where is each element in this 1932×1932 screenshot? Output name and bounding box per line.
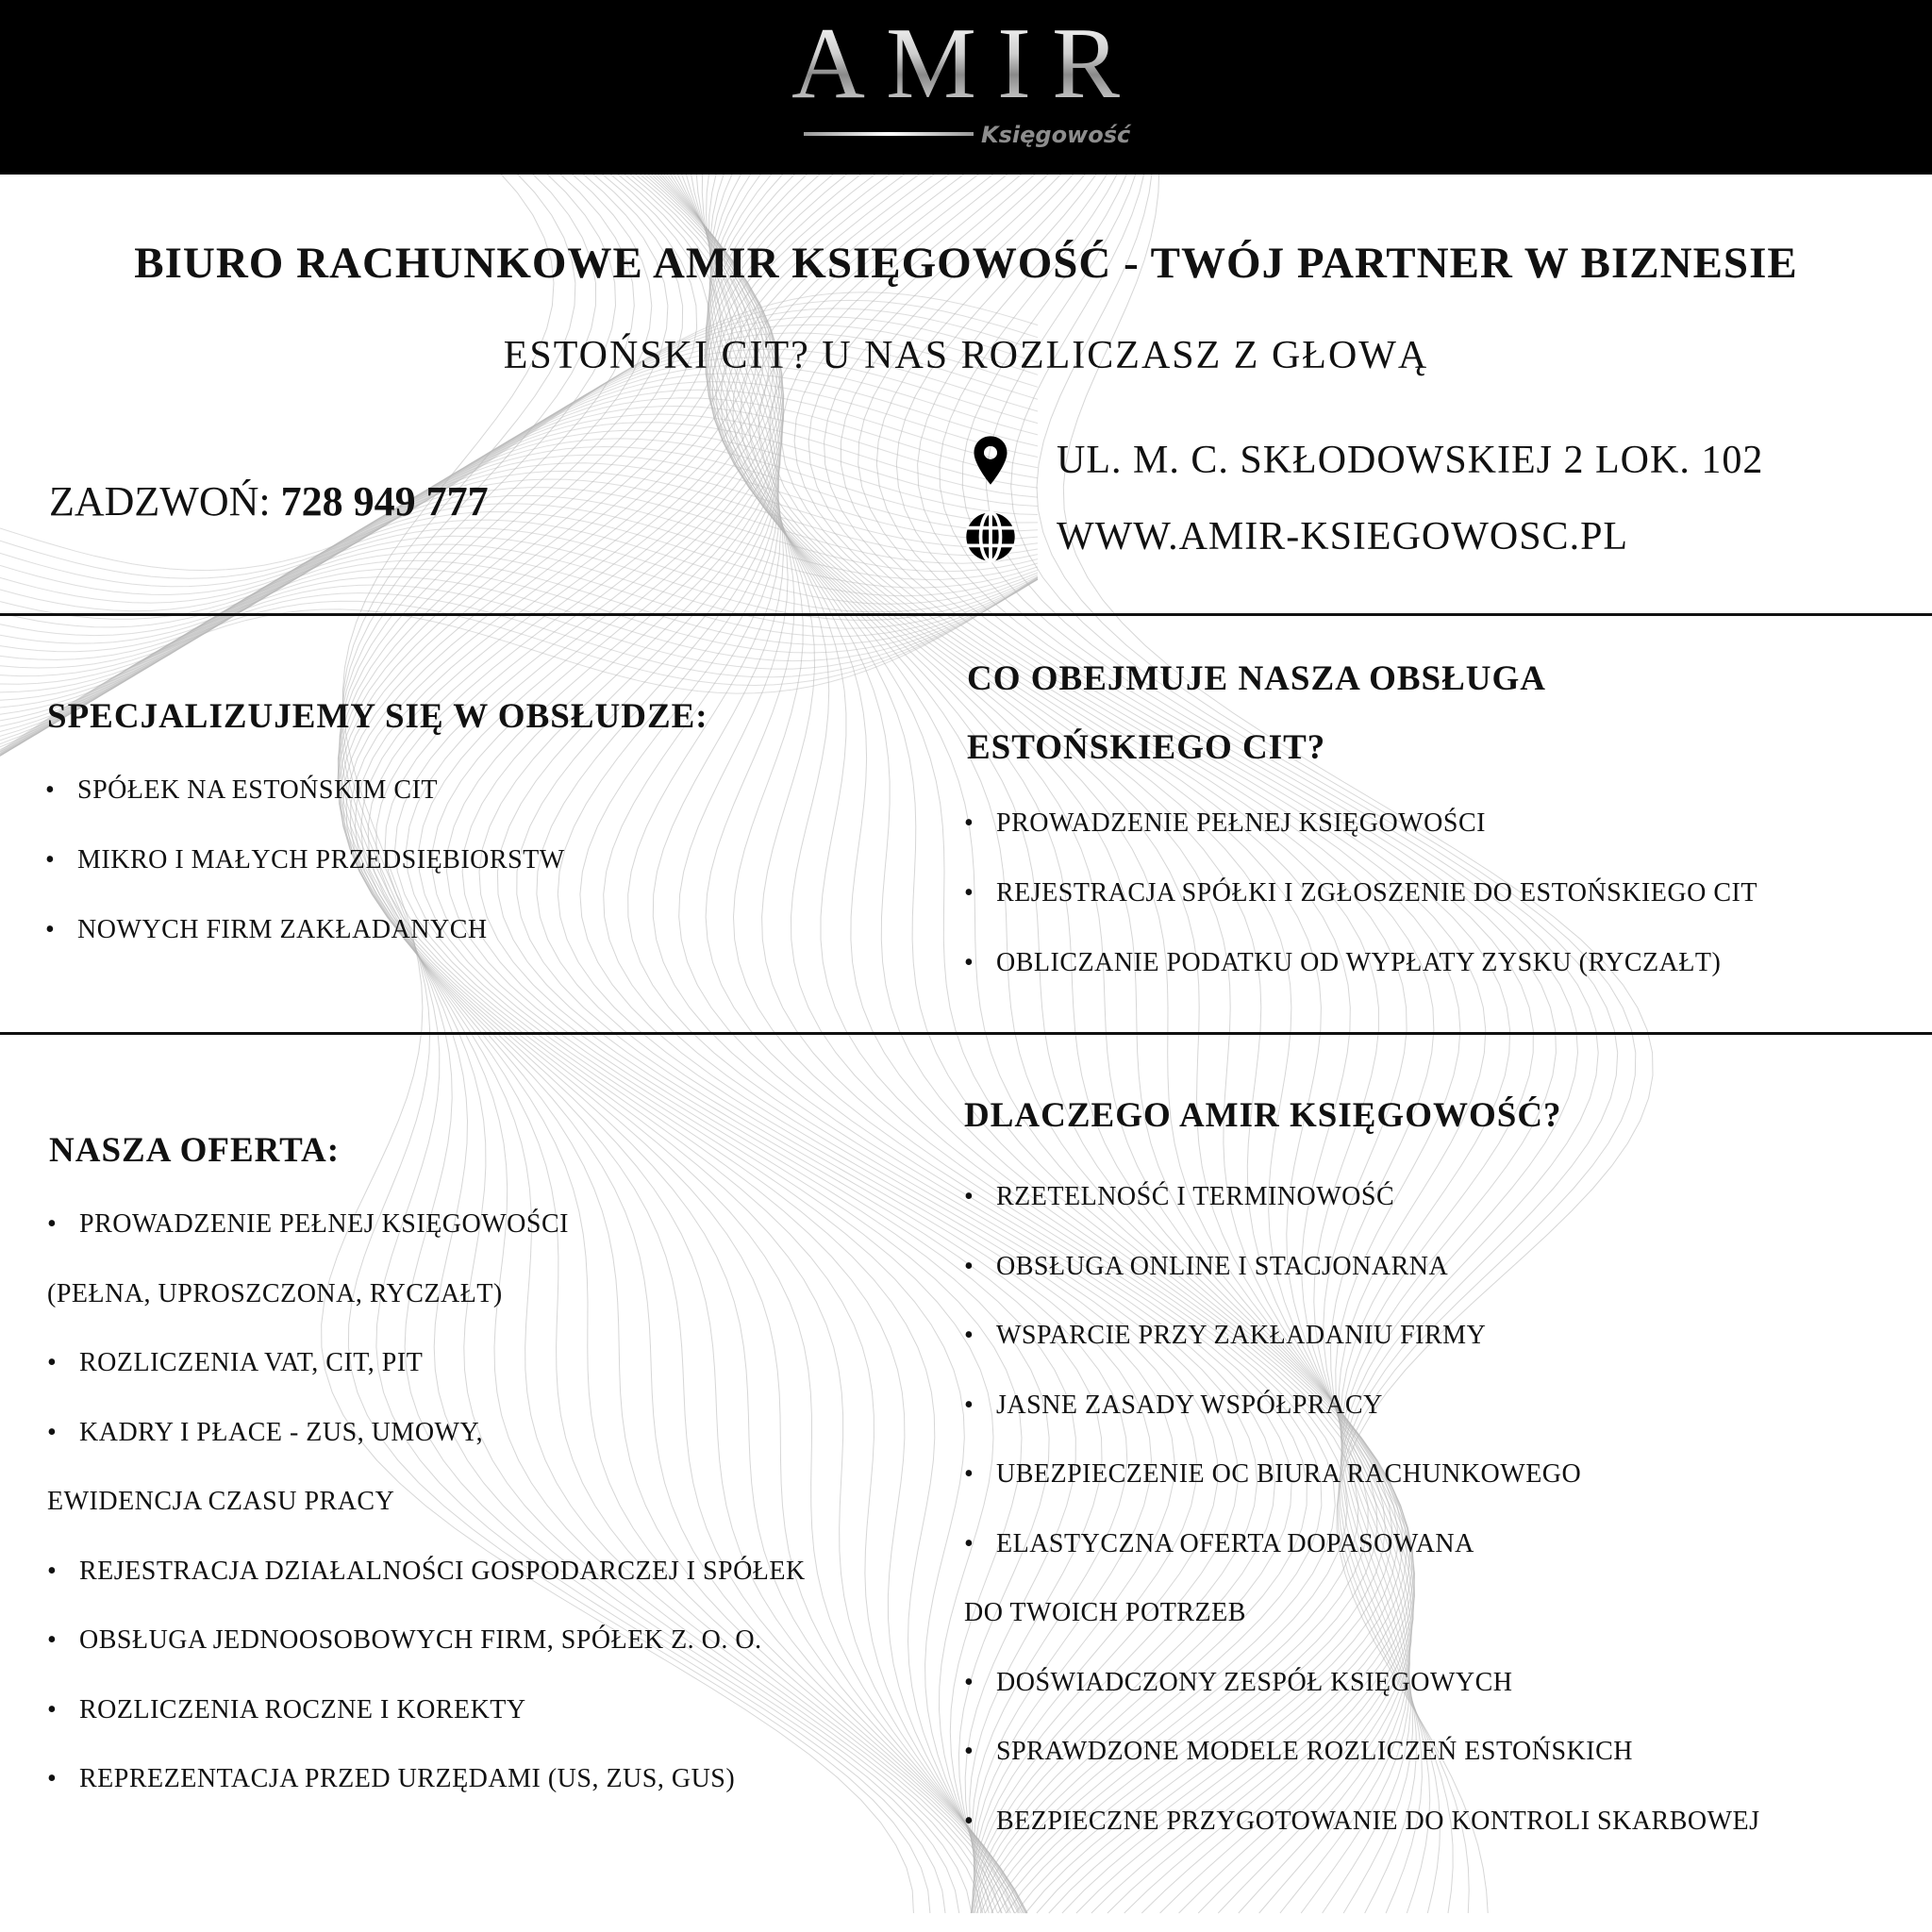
list-item-text: WSPARCIE PRZY ZAKŁADANIU FIRMY — [996, 1321, 1487, 1350]
bullet-icon: • — [45, 845, 56, 874]
bullet-icon: • — [47, 1694, 58, 1724]
phone-line — [49, 477, 489, 525]
bullet-icon: • — [964, 878, 974, 908]
list-item — [964, 807, 1486, 841]
map-pin-icon — [964, 434, 1017, 487]
bullet-icon: • — [47, 1348, 58, 1377]
list-item-text: ROZLICZENIA ROCZNE I KOREKTY — [79, 1694, 526, 1724]
bullet-icon: • — [45, 915, 56, 944]
list-item-text: SPRAWDZONE MODELE ROZLICZEŃ ESTOŃSKICH — [996, 1737, 1634, 1766]
bullet-icon: • — [964, 1390, 974, 1420]
list-item — [964, 1180, 1394, 1214]
list-item — [45, 913, 488, 947]
list-item-text: KADRY I PŁACE - ZUS, UMOWY, — [79, 1417, 484, 1447]
specialization-heading: SPECJALIZUJEMY SIĘ W OBSŁUDZE: — [47, 697, 708, 736]
divider — [0, 1032, 1932, 1035]
list-item-text: RZETELNOŚĆ I TERMINOWOŚĆ — [996, 1182, 1395, 1211]
globe-icon — [964, 510, 1017, 563]
bullet-icon: • — [47, 1417, 58, 1447]
list-item-text: (PEŁNA, UPROSZCZONA, RYCZAŁT) — [47, 1278, 503, 1308]
list-item — [964, 1319, 1486, 1353]
bullet-icon: • — [964, 1667, 974, 1697]
offer-heading: NASZA OFERTA: — [49, 1131, 341, 1170]
list-item — [964, 1250, 1448, 1284]
list-item — [47, 1485, 394, 1519]
list-item — [45, 774, 438, 808]
website-link[interactable]: WWW.AMIR-KSIEGOWOSC.PL — [1057, 515, 1629, 558]
list-item — [47, 1277, 503, 1311]
bullet-icon: • — [47, 1209, 58, 1239]
bullet-icon: • — [964, 1737, 974, 1766]
address-text: UL. M. C. SKŁODOWSKIEJ 2 LOK. 102 — [1057, 439, 1764, 482]
bullet-icon: • — [964, 808, 974, 838]
bullet-icon: • — [964, 1806, 974, 1836]
list-item-text: ELASTYCZNA OFERTA DOPASOWANA — [996, 1528, 1474, 1558]
bullet-icon: • — [964, 1528, 974, 1558]
bullet-icon: • — [47, 1556, 58, 1586]
bullet-icon: • — [47, 1764, 58, 1793]
why-heading: DLACZEGO AMIR KSIĘGOWOŚĆ? — [964, 1096, 1562, 1135]
list-item — [47, 1762, 735, 1796]
list-item — [47, 1346, 423, 1380]
list-item-text: BEZPIECZNE PRZYGOTOWANIE DO KONTROLI SKARBOWEJ — [996, 1806, 1760, 1836]
phone-label: ZADZWOŃ: — [49, 478, 271, 525]
list-item-text: PROWADZENIE PEŁNEJ KSIĘGOWOŚCI — [79, 1209, 569, 1239]
bullet-icon: • — [964, 948, 974, 977]
list-item — [47, 1624, 762, 1657]
list-item-text: SPÓŁEK NA ESTOŃSKIM CIT — [77, 775, 439, 805]
list-item-text: REPREZENTACJA PRZED URZĘDAMI (US, ZUS, GUS) — [79, 1764, 736, 1793]
list-item-text: OBSŁUGA ONLINE I STACJONARNA — [996, 1251, 1449, 1281]
bullet-icon: • — [964, 1459, 974, 1489]
list-item — [45, 843, 565, 877]
list-item-text: MIKRO I MAŁYCH PRZEDSIĘBIORSTW — [77, 845, 565, 874]
list-item — [964, 1457, 1581, 1491]
bullet-icon: • — [964, 1251, 974, 1281]
list-item-text: ROZLICZENIA VAT, CIT, PIT — [79, 1348, 424, 1377]
list-item-text: JASNE ZASADY WSPÓŁPRACY — [996, 1390, 1383, 1420]
list-item-text: EWIDENCJA CZASU PRACY — [47, 1487, 395, 1516]
logo-subtitle: Księgowość — [981, 122, 1131, 148]
divider — [0, 613, 1932, 616]
list-item — [964, 946, 1721, 980]
list-item-text: UBEZPIECZENIE OC BIURA RACHUNKOWEGO — [996, 1459, 1582, 1489]
list-item-text: OBLICZANIE PODATKU OD WYPŁATY ZYSKU (RYCZAŁT) — [996, 948, 1722, 977]
list-item-text: DO TWOICH POTRZEB — [964, 1598, 1246, 1627]
list-item — [964, 1389, 1383, 1423]
list-item-text: REJESTRACJA SPÓŁKI I ZGŁOSZENIE DO ESTOŃSKIEGO CIT — [996, 878, 1757, 908]
website-line — [964, 510, 1628, 563]
scope-heading-line1: CO OBEJMUJE NASZA OBSŁUGA — [967, 659, 1547, 698]
list-item-text: REJESTRACJA DZIAŁALNOŚCI GOSPODARCZEJ I SPÓŁEK — [79, 1556, 806, 1586]
bullet-icon: • — [964, 1182, 974, 1211]
list-item — [964, 876, 1757, 910]
address-line — [964, 434, 1763, 487]
list-item — [964, 1666, 1513, 1700]
list-item-text: NOWYCH FIRM ZAKŁADANYCH — [77, 915, 488, 944]
list-item-text: PROWADZENIE PEŁNEJ KSIĘGOWOŚCI — [996, 808, 1486, 838]
list-item — [964, 1805, 1760, 1839]
list-item — [47, 1555, 806, 1589]
bullet-icon: • — [47, 1625, 58, 1655]
logo-underline — [804, 132, 974, 136]
list-item — [47, 1693, 526, 1727]
list-item-text: DOŚWIADCZONY ZESPÓŁ KSIĘGOWYCH — [996, 1667, 1513, 1697]
list-item — [964, 1596, 1246, 1630]
page-title: BIURO RACHUNKOWE AMIR KSIĘGOWOŚĆ - TWÓJ PARTNER W BIZNESIE — [134, 239, 1798, 288]
bullet-icon: • — [45, 775, 56, 805]
phone-number[interactable]: 728 949 777 — [280, 478, 489, 525]
list-item — [964, 1527, 1474, 1561]
list-item-text: OBSŁUGA JEDNOOSOBOWYCH FIRM, SPÓŁEK Z. O. O. — [79, 1625, 762, 1655]
page-subtitle: ESTOŃSKI CIT? U NAS ROZLICZASZ Z GŁOWĄ — [503, 334, 1429, 377]
bullet-icon: • — [964, 1321, 974, 1350]
logo-text: AMIR — [0, 11, 1932, 117]
scope-heading-line2: ESTOŃSKIEGO CIT? — [967, 728, 1326, 767]
list-item — [964, 1735, 1633, 1769]
list-item — [47, 1416, 483, 1450]
list-item — [47, 1208, 569, 1241]
